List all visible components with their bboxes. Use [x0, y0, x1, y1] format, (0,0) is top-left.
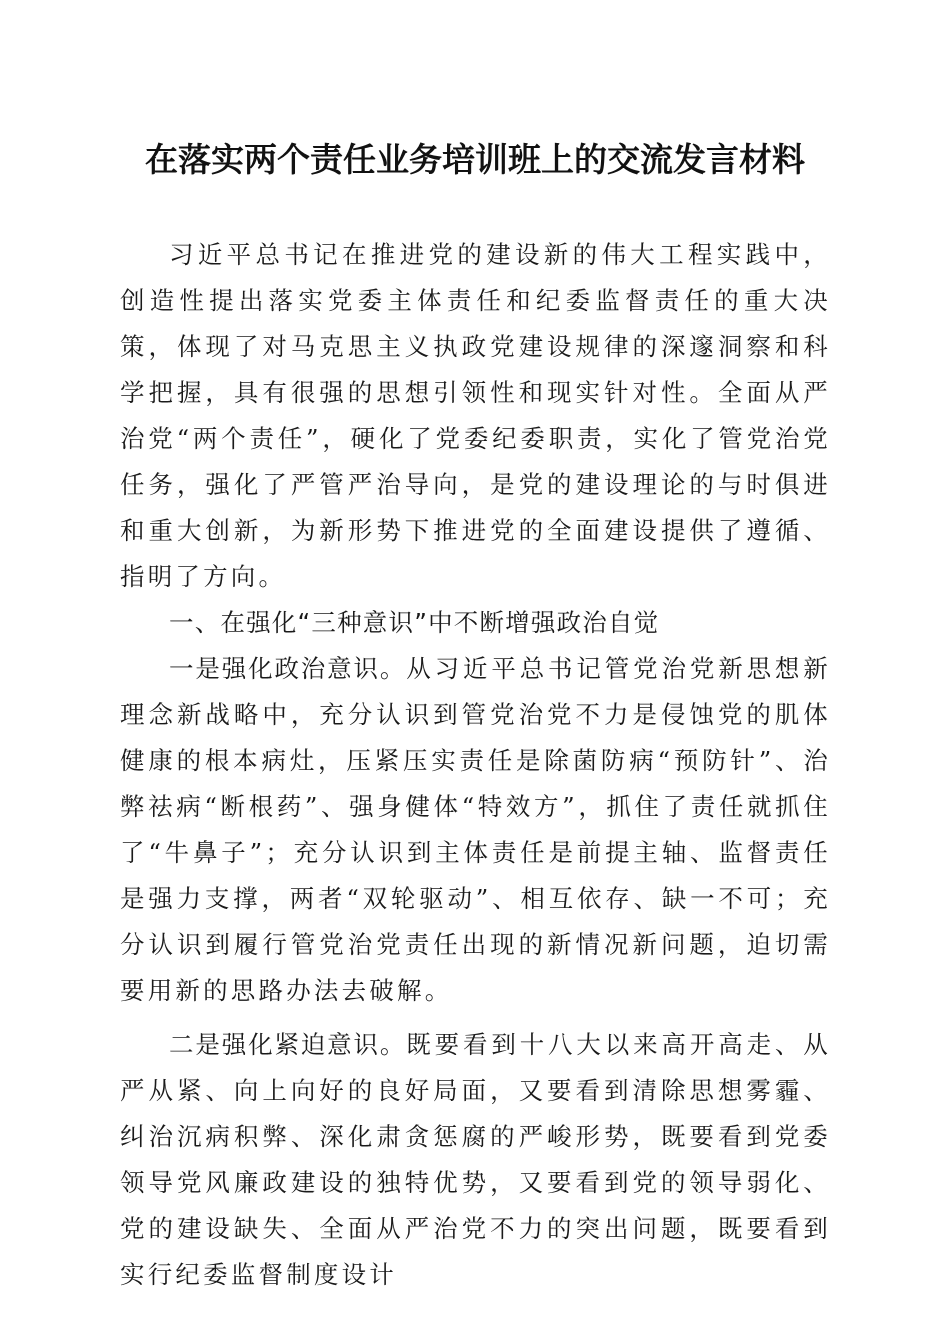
- section-heading-1: 一、在强化“三种意识”中不断增强政治自觉: [169, 608, 660, 637]
- intro-paragraph: 习近平总书记在推进党的建设新的伟大工程实践中，创造性提出落实党委主体责任和纪委监督责任的重大决策，体现了对马克思主义执政党建设规律的深邃洞察和科学把握，具有很强的思想引领性和现实针对性。全面从严治党“两个责任”，硬化了党委纪委职责，实化了管党治党任务，强化了严管严治导向，是党的建设理论的与时俱进和重大创新，为新形势下推进党的全面建设提供了遵循、指明了方向。: [120, 240, 831, 591]
- paragraph-body: 既要看到十八大以来高开高走、从严从紧、向上向好的良好局面，又要看到清除思想雾霾、纠治沉病积弊、深化肃贪惩腐的严峻形势，既要看到党委领导党风廉政建设的独特优势，又要看到党的领导弱化、党的建设缺失、全面从严治党不力的突出问题，既要看到实行纪委监督制度设计: [120, 1030, 831, 1289]
- document-title: 在落实两个责任业务培训班上的交流发言材料: [145, 140, 805, 179]
- paragraph-spacer: [120, 1014, 831, 1022]
- paragraph-lead: 一是强化政治意识。: [169, 654, 407, 683]
- document-body: [120, 232, 831, 1298]
- paragraph-urgency-awareness: [120, 1022, 831, 1298]
- paragraph-body: 从习近平总书记管党治党新思想新理念新战略中，充分认识到管党治党不力是侵蚀党的肌体健康的根本病灶，压紧压实责任是除菌防病“预防针”、治弊祛病“断根药”、强身健体“特效方”，抓住了责任就抓住了“牛鼻子”；充分认识到主体责任是前提主轴、监督责任是强力支撑，两者“双轮驱动”、相互依存、缺一不可；充分认识到履行管党治党责任出现的新情况新问题，迫切需要用新的思路办法去破解。: [120, 654, 831, 1005]
- paragraph-political-awareness: [120, 646, 831, 1014]
- paragraph-lead: 二是强化紧迫意识。: [169, 1030, 407, 1059]
